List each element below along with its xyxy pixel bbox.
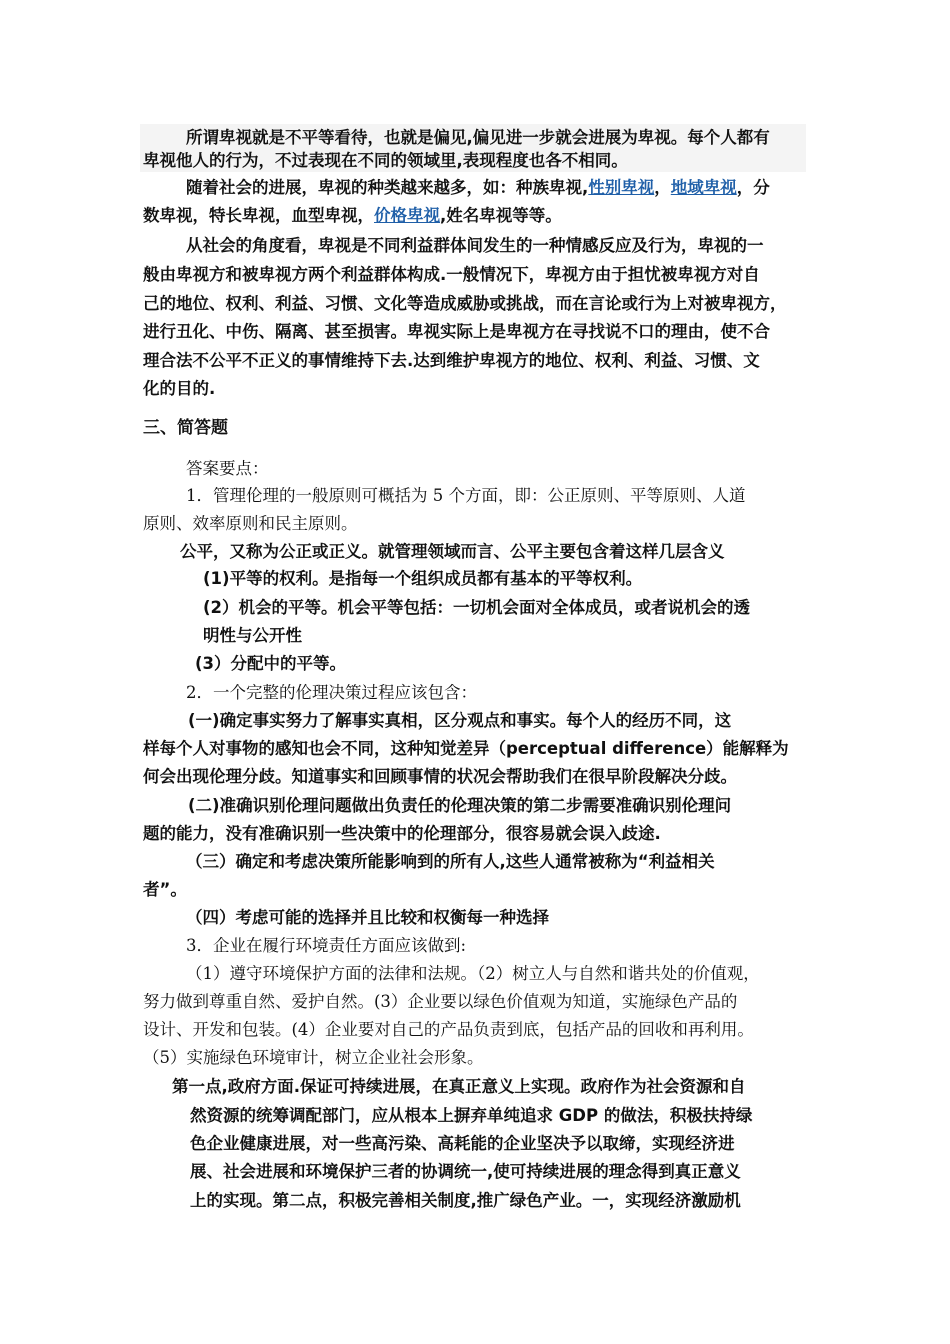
link-gender-discrimination[interactable]: 性别卑视: [588, 178, 655, 197]
p2-text-a: 随着社会的进展，卑视的种类越来越多，如：种族卑视,: [186, 178, 589, 197]
section-heading: 三、简答题: [143, 418, 228, 438]
p2-text-d: ,姓名卑视等等。: [440, 206, 562, 225]
q1-line-1: 1．管理伦理的一般原则可概括为 5 个方面，即：公正原则、平等原则、人道: [186, 486, 746, 505]
q3-line-2: 努力做到尊重自然、爱护自然。(3）企业要以绿色价值观为知道，实施绿色产品的: [143, 992, 738, 1011]
p3-line-2: 般由卑视方和被卑视方两个利益群体构成.一般情况下，卑视方由于担忧被卑视方对自: [143, 265, 760, 284]
link-price-discrimination[interactable]: 价格卑视: [374, 206, 440, 225]
p2-line-1: [186, 177, 770, 199]
q1-item-2a: (2）机会的平等。机会平等包括：一切机会面对全体成员，或者说机会的透: [203, 598, 751, 617]
q3-intro: 3．企业在履行环境责任方面应该做到:: [186, 936, 467, 955]
q2-b-line-1: (二)准确识别伦理问题做出负责任的伦理决策的第二步需要准确识别伦理问: [188, 796, 732, 815]
p3-line-4: 进行丑化、中伤、隔离、甚至损害。卑视实际上是卑视方在寻找说不口的理由，使不合: [143, 322, 770, 341]
p2-sep: ，: [654, 178, 671, 197]
answer-label: 答案要点：: [186, 459, 269, 478]
p1-line-1: 所谓卑视就是不平等看待，也就是偏见,偏见进一步就会进展为卑视。每个人都有: [186, 128, 770, 147]
q2-b-line-2: 题的能力，没有准确识别一些决策中的伦理部分，很容易就会误入歧途.: [143, 824, 661, 843]
p2-text-b: ，分: [736, 178, 770, 197]
q1-fairness: 公平，又称为公正或正义。就管理领域而言、公平主要包含着这样几层含义: [180, 542, 725, 561]
p4-line-2: 然资源的统筹调配部门，应从根本上摒弃单纯追求 GDP 的做法，积极扶持绿: [190, 1106, 753, 1125]
q2-a-line-3: 何会出现伦理分歧。知道事实和回顾事情的状况会帮助我们在很早阶段解决分歧。: [143, 767, 737, 786]
p3-line-3: 己的地位、权利、利益、习惯、文化等造成威胁或挑战，而在言论或行为上对被卑视方，: [143, 294, 787, 313]
q1-line-2: 原则、效率原则和民主原则。: [143, 514, 358, 533]
q1-item-3: (3）分配中的平等。: [195, 654, 347, 673]
p3-line-1: 从社会的角度看，卑视是不同利益群体间发生的一种情感反应及行为，卑视的一: [186, 236, 764, 255]
q2-c-line-2: 者”。: [143, 880, 187, 899]
q3-line-1: （1）遵守环境保护方面的法律和法规。（2）树立人与自然和谐共处的价值观，: [186, 964, 760, 983]
p3-line-5: 理合法不公平不正义的事情维持下去.达到维护卑视方的地位、权利、利益、习惯、文: [143, 351, 760, 370]
p4-line-4: 展、社会进展和环境保护三者的协调统一,使可持续进展的理念得到真正意义: [190, 1162, 741, 1181]
q1-item-1: (1)平等的权利。是指每一个组织成员都有基本的平等权利。: [203, 569, 643, 588]
q2-a-line-1: (一)确定事实努力了解事实真相，区分观点和事实。每个人的经历不同，这: [188, 711, 732, 730]
q3-line-3: 设计、开发和包装。(4）企业要对自己的产品负责到底，包括产品的回收和再利用。: [143, 1020, 754, 1039]
p4-line-5: 上的实现。第二点，积极完善相关制度,推广绿色产业。一，实现经济激励机: [190, 1191, 741, 1210]
q1-item-2b: 明性与公开性: [203, 626, 302, 645]
p2-text-c: 数卑视，特长卑视，血型卑视，: [143, 206, 374, 225]
q2-c-line-1: （三）确定和考虑决策所能影响到的所有人,这些人通常被称为“利益相关: [186, 852, 715, 871]
p3-line-6: 化的目的.: [143, 379, 216, 398]
q3-line-4: （5）实施绿色环境审计，树立企业社会形象。: [143, 1048, 484, 1067]
q2-d-line-1: （四）考虑可能的选择并且比较和权衡每一种选择: [186, 908, 549, 927]
q2-a-line-2: 样每个人对事物的感知也会不同，这种知觉差异（perceptual difference）能解释为: [143, 739, 789, 758]
p4-line-1: 第一点,政府方面.保证可持续进展，在真正意义上实现。政府作为社会资源和自: [172, 1077, 746, 1096]
link-regional-discrimination[interactable]: 地域卑视: [670, 178, 737, 197]
q2-intro: 2．一个完整的伦理决策过程应该包含：: [186, 683, 477, 702]
p1-line-2: 卑视他人的行为，不过表现在不同的领域里,表现程度也各不相同。: [143, 151, 628, 170]
p4-line-3: 色企业健康进展，对一些高污染、高耗能的企业坚决予以取缔，实现经济进: [190, 1134, 735, 1153]
p2-line-2: [143, 205, 562, 227]
